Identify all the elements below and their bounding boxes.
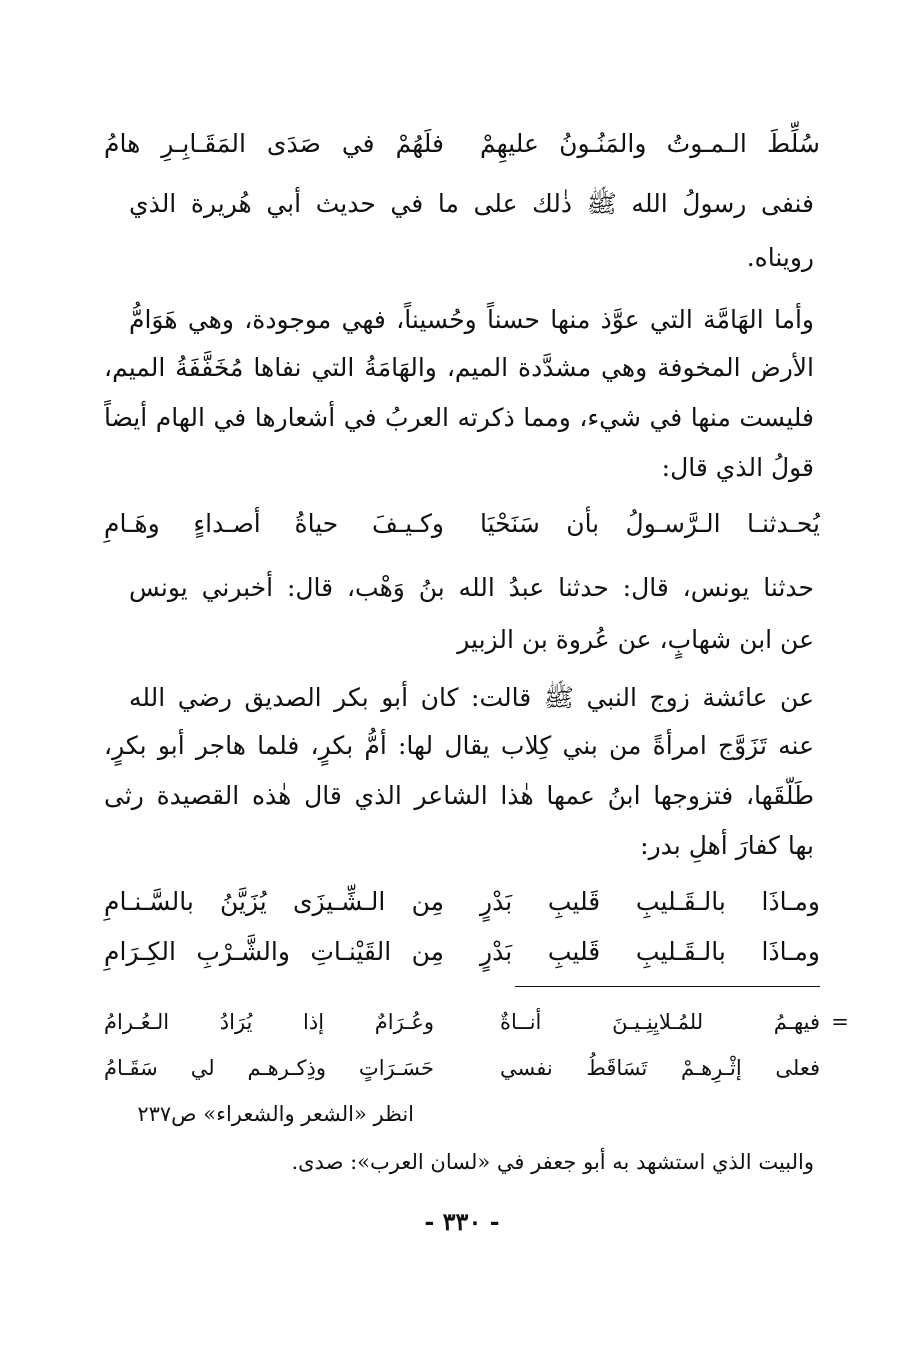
footnote-note: والبيت الذي استشهد به أبو جعفر في «لسان العرب»: صدى. [291, 1150, 814, 1174]
verse-hemistich-first: يُحـدثنـا الـرَّسـولُ بأن سَنَحْيَا [480, 509, 820, 538]
verse-top [104, 122, 820, 166]
paragraph-line: فنفى رسولُ الله ﷺ ذٰلك على ما في حديث أبي هُريرة الذي [129, 189, 814, 218]
paragraph-line: عنه تَزَوَّج امرأةً من بني كِلاب يقال لها: أمُّ بكرٍ، فلما هاجر أبو بكرٍ، [104, 731, 814, 760]
verse-final [104, 930, 820, 974]
footnote-hemistich-first: فيهـمُ للمُـلايِنِـيـنَ أنــاةٌ [500, 1010, 820, 1034]
footnote-separator [515, 986, 820, 987]
footnote-hemistich-second: حَسَـرَاتٍ وذِكـرهـم لي سَقَـامُ [104, 1056, 434, 1080]
paragraph-line: فليست منها في شيء، ومما ذكرته العربُ في أشعارها في الهام أيضاً [104, 403, 814, 432]
verse-hemistich-second: وكـيـفَ حياةُ أصـداءٍ وهَـامِ [104, 509, 444, 538]
footnote-continuation-mark: = [831, 1010, 849, 1034]
verse-hemistich-second: فلَهُمْ في صَدَى المَقَـابِـرِ هامُ [104, 129, 444, 158]
verse-hemistich-second: مِن القَيْنـاتِ والشَّـرْبِ الكِـرَامِ [104, 937, 444, 966]
paragraph-line: طَلَّقَها، فتزوجها ابنُ عمها هٰذا الشاعر الذي قال هٰذه القصيدة رثى [104, 781, 814, 810]
verse-middle [104, 502, 820, 546]
paragraph-line: الأرض المخوفة وهي مشدَّدة الميم، والهَامَةُ التي نفاها مُخَفَّفَةُ الميم، [104, 353, 814, 382]
paragraph-line: عن ابن شهابٍ، عن عُروة بن الزبير [457, 625, 814, 654]
paragraph-line: وأما الهَامَّة التي عوَّذ منها حسناً وحُسيناً، فهي موجودة، وهي هَوَامُّ [129, 305, 814, 334]
footnote-hemistich-first: فعلى إثْـرِهـمْ تَسَاقَطُ نفسي [500, 1056, 820, 1080]
footnote-verse [104, 1050, 820, 1086]
paragraph-line: قولُ الذي قال: [661, 453, 814, 482]
paragraph-line: حدثنا يونس، قال: حدثنا عبدُ الله بنُ وَهْب، قال: أخبرني يونس [129, 573, 814, 602]
verse-hemistich-second: مِن الـشِّـيزَى يُزَيَّنُ بالسَّـنـامِ [104, 887, 444, 916]
verse-hemistich-first: ومـاذَا بالـقَـليبِ قَليبِ بَدْرٍ [480, 887, 820, 916]
footnote-reference: انظر «الشعر والشعراء» ص٢٣٧ [137, 1102, 414, 1126]
paragraph-line: عن عائشة زوج النبي ﷺ قالت: كان أبو بكر الصديق رضي الله [129, 683, 814, 712]
verse-hemistich-first: ومـاذَا بالـقَـليبِ قَليبِ بَدْرٍ [480, 937, 820, 966]
footnote-verse [104, 1004, 820, 1040]
verse-hemistich-first: سُلِّطَ الـمـوتُ والمَنُـونُ عليهِمْ [480, 129, 820, 158]
verse-final [104, 880, 820, 924]
paragraph-line: بها كفارَ أهلِ بدر: [640, 831, 814, 860]
footnote-hemistich-second: وعُـرَامٌ إذا يُرَادُ الـعُـرامُ [104, 1010, 434, 1034]
page-number: - ٣٣٠ - [424, 1207, 500, 1236]
paragraph-line: رويناه. [746, 243, 814, 272]
